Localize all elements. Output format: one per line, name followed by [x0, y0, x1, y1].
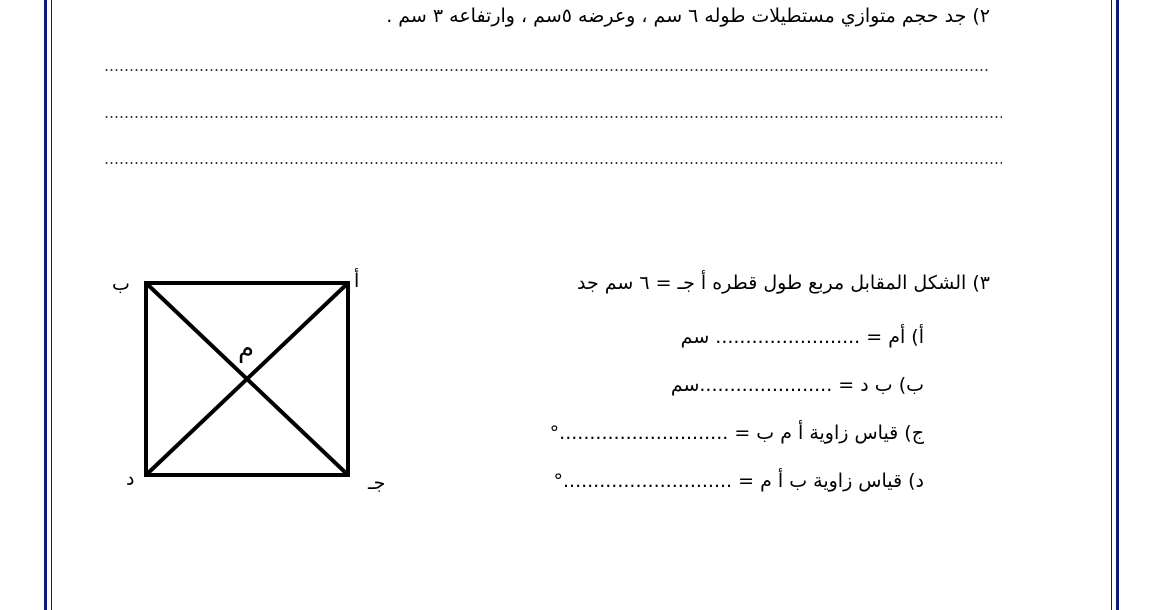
question-3-item-b: ب) ب د = ......................سم: [670, 374, 924, 396]
center-label-m: م: [238, 334, 255, 364]
vertex-label-a: أ: [354, 270, 360, 292]
vertex-label-b: ب: [112, 273, 130, 295]
vertex-label-d: د: [126, 468, 135, 490]
question-2-text: ٢) جد حجم متوازي مستطيلات طوله ٦ سم ، وعرضه ٥سم ، وارتفاعه ٣ سم .: [386, 5, 990, 27]
vertex-label-c: جـ: [368, 472, 386, 494]
question-3-item-a: أ) أم = ........................ سم: [680, 326, 924, 348]
question-3-item-c: ج) قياس زاوية أ م ب = ............................°: [549, 422, 924, 444]
question-3-prompt: ٣) الشكل المقابل مربع طول قطره أ جـ = ٦ سم جد: [576, 272, 990, 294]
question-3-item-d: د) قياس زاوية ب أ م = ............................°: [553, 470, 924, 492]
